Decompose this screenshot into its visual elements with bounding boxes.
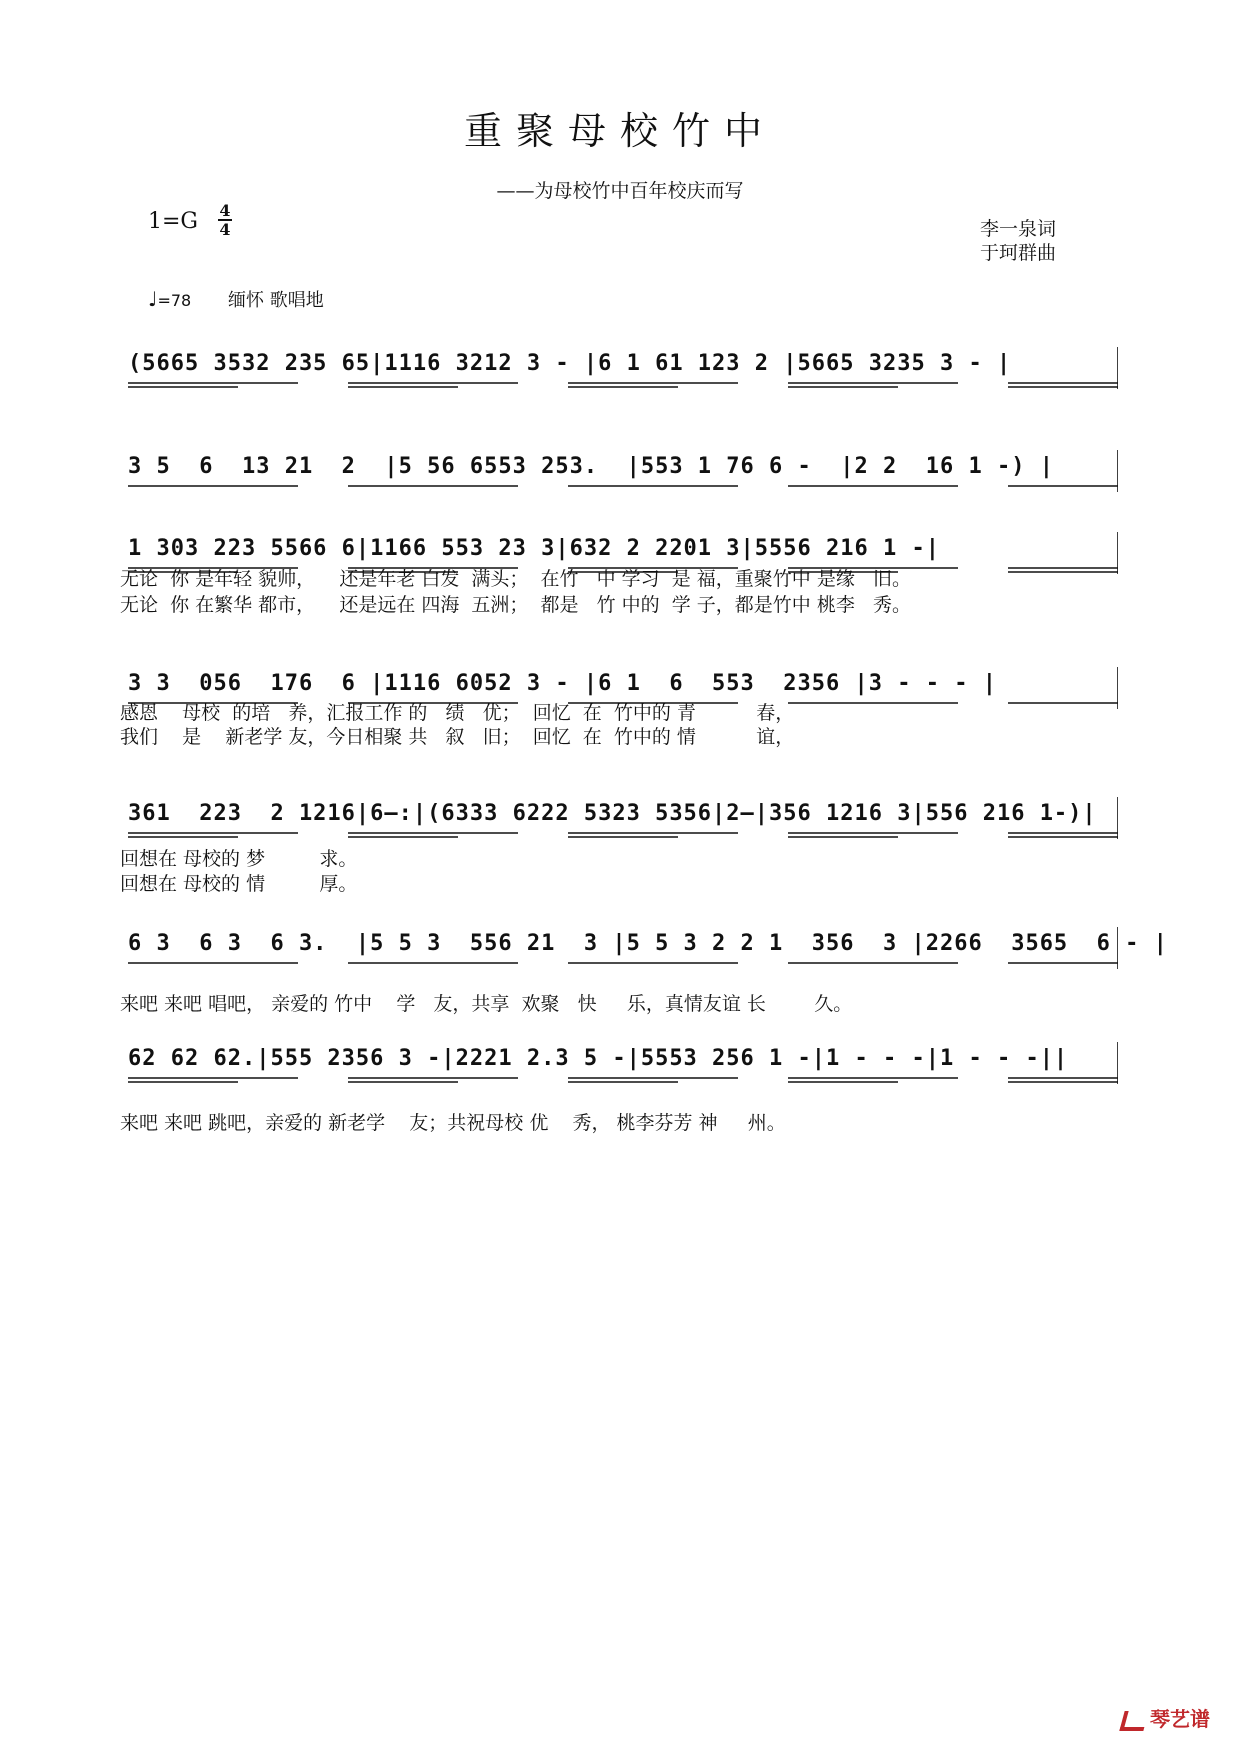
lyric-line: 回想在 母校的 情 厚。: [120, 873, 358, 895]
score-system: [128, 345, 1118, 391]
underline-beams: [128, 1040, 1118, 1086]
page-subtitle: ——为母校竹中百年校庆而写: [496, 180, 744, 202]
music-notation: 361 223 2 1216|6—:|(6333 6222 5323 5356|2—|356 1216 3|556 216 1-)|: [128, 801, 1097, 826]
lyric-line: 我们 是 新老学 友，今日相聚 共 叙 旧； 回忆 在 竹中的 情 谊，: [120, 726, 795, 748]
time-signature-top: 4: [219, 201, 231, 220]
score-system: [128, 795, 1118, 841]
score-system: [128, 448, 1118, 494]
lyricist-credit: 李一泉词: [980, 218, 1057, 240]
music-notation: 3 3 056 176 6 |1116 6052 3 - |6 1 6 553 2356 |3 - - - |: [128, 671, 997, 696]
watermark: [1122, 1703, 1210, 1732]
score-system: [128, 925, 1168, 971]
composer-credit: 于珂群曲: [980, 242, 1057, 264]
lyric-line: 来吧 来吧 跳吧，亲爱的 新老学 友；共祝母校 优 秀， 桃李芬芳 神 州。: [120, 1112, 786, 1134]
music-notation: 1 303 223 5566 6|1166 553 23 3|632 2 2201 3|5556 216 1 -|: [128, 536, 940, 561]
tempo-marking: [148, 287, 191, 311]
watermark-text: 琴艺谱: [1150, 1707, 1210, 1731]
page-title: 重聚母校竹中: [463, 109, 776, 153]
time-signature-bottom: 4: [219, 220, 231, 239]
underline-beams: [128, 448, 1118, 494]
music-notation: 3 5 6 13 21 2 |5 56 6553 253. |553 1 76 6 - |2 2 16 1 -) |: [128, 454, 1054, 479]
score-system: [128, 1040, 1118, 1086]
music-notation: (5665 3532 235 65|1116 3212 3 - |6 1 61 123 2 |5665 3235 3 - |: [128, 351, 1012, 376]
lyric-line: 无论 你 是年轻 貌帅， 还是年老 白发 满头； 在竹 中 学习 是 福，重聚竹中 是缘 旧。: [120, 568, 911, 590]
underline-beams: [128, 925, 1168, 971]
time-signature: [218, 202, 232, 238]
music-notation: 6 3 6 3 6 3. |5 5 3 556 21 3 |5 5 3 2 2 1 356 3 |2266 3565 6 - |: [128, 931, 1168, 956]
expression-marking: 缅怀 歌唱地: [228, 290, 324, 311]
music-notation: 62 62 62.|555 2356 3 -|2221 2.3 5 -|5553 256 1 -|1 - - -|1 - - -||: [128, 1046, 1069, 1071]
lyric-line: 无论 你 在繁华 都市， 还是远在 四海 五洲； 都是 竹 中的 学 子，都是竹中 桃李 秀。: [120, 594, 911, 616]
lyric-line: 来吧 来吧 唱吧， 亲爱的 竹中 学 友，共享 欢聚 快 乐，真情友谊 长 久。: [120, 993, 853, 1015]
qinyipu-logo-icon: [1119, 1711, 1148, 1731]
underline-beams: [128, 795, 1118, 841]
key-signature: 1=G: [148, 209, 199, 234]
quarter-note-icon: ♩: [148, 287, 158, 311]
lyric-line: 回想在 母校的 梦 求。: [120, 848, 358, 870]
underline-beams: [128, 345, 1118, 391]
tempo-value: =78: [157, 291, 192, 310]
lyric-line: 感恩 母校 的培 养，汇报工作 的 绩 优； 回忆 在 竹中的 青 春，: [120, 702, 795, 724]
